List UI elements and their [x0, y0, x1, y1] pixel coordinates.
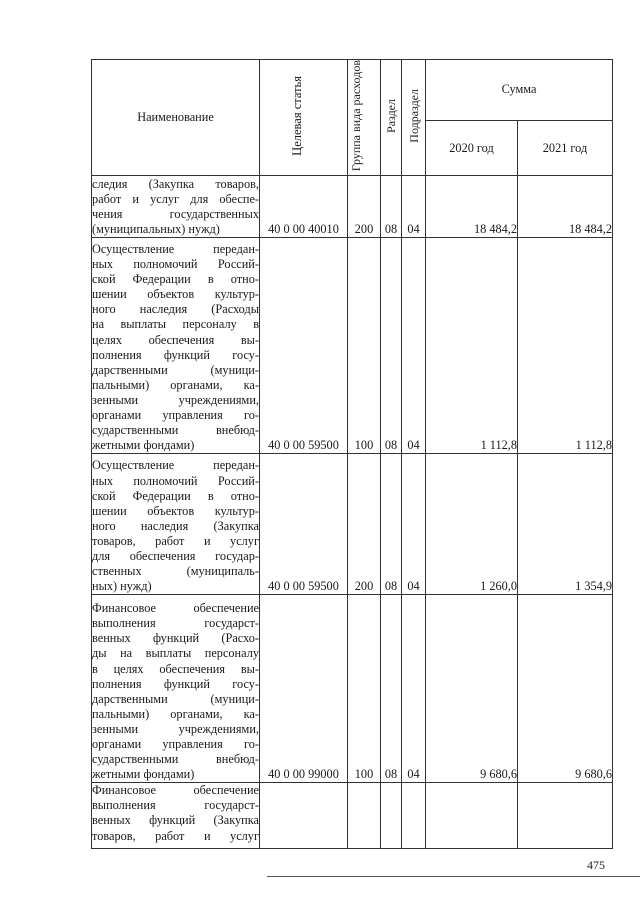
- row-section: 08: [381, 238, 402, 454]
- name-line: чения государственных: [92, 207, 259, 222]
- row-name: [92, 783, 260, 849]
- name-line: органами управления го-: [92, 737, 259, 751]
- table-row: [92, 238, 613, 454]
- row-sum-2021: [518, 783, 613, 849]
- name-line: (муниципальных) нужд): [92, 222, 220, 237]
- name-line: работ и услуг для обеспе-: [92, 192, 259, 206]
- row-expense-group: 200: [348, 176, 381, 238]
- row-section: 08: [381, 595, 402, 783]
- name-line: ской Федерации в отно-: [92, 272, 259, 287]
- row-target-article: 40 0 00 59500: [260, 454, 348, 595]
- name-line: ных полномочий Россий-: [92, 473, 259, 488]
- name-line: сударственными внебюд-: [92, 752, 259, 767]
- name-line: полнения функций госу-: [92, 676, 259, 691]
- name-line: выполнения государст-: [92, 616, 259, 631]
- row-name: [92, 595, 260, 783]
- name-line: ской Федерации в отно-: [92, 488, 259, 503]
- table-row: [92, 454, 613, 595]
- table-body: [92, 176, 613, 849]
- header-subsection-label: Подраздел: [406, 88, 421, 143]
- name-line: шении объектов культур-: [92, 287, 259, 302]
- row-sum-2020: 18 484,2: [426, 176, 518, 238]
- row-expense-group: 200: [348, 454, 381, 595]
- name-line: сударственными внебюд-: [92, 423, 259, 438]
- row-expense-group: [348, 783, 381, 849]
- row-sum-2021: 18 484,2: [518, 176, 613, 238]
- row-subsection: 04: [402, 238, 426, 454]
- row-name: [92, 454, 260, 595]
- row-sum-2021: 1 112,8: [518, 238, 613, 454]
- row-expense-group: 100: [348, 595, 381, 783]
- table-row: [92, 176, 613, 238]
- name-line: жетными фондами): [92, 767, 195, 782]
- row-sum-2021: 1 354,9: [518, 454, 613, 595]
- row-section: 08: [381, 176, 402, 238]
- name-line: ственных (муниципаль-: [92, 564, 259, 579]
- row-sum-2020: 1 260,0: [426, 454, 518, 595]
- name-line: Финансовое обеспечение: [92, 783, 259, 798]
- row-target-article: [260, 783, 348, 849]
- name-line: товаров, работ и услуг: [92, 533, 259, 548]
- name-line: зенными учреждениями,: [92, 392, 259, 407]
- name-line: ных) нужд): [92, 579, 152, 594]
- name-line: шении объектов культур-: [92, 503, 259, 518]
- name-line: пальными) органами, ка-: [92, 706, 259, 721]
- name-line: ного наследия (Закупка: [92, 518, 259, 533]
- name-line: Финансовое обеспечение: [92, 601, 259, 616]
- row-subsection: [402, 783, 426, 849]
- name-line: на выплаты персоналу в: [92, 317, 259, 332]
- row-target-article: 40 0 00 59500: [260, 238, 348, 454]
- header-target-article-label: Целевая статья: [289, 75, 304, 156]
- name-line: ных полномочий Россий-: [92, 257, 259, 272]
- row-sum-2020: [426, 783, 518, 849]
- name-line: пальными) органами, ка-: [92, 377, 259, 392]
- table-row: [92, 595, 613, 783]
- row-name: [92, 176, 260, 238]
- header-section-label: Раздел: [384, 98, 398, 133]
- name-line: Осуществление передан-: [92, 458, 259, 473]
- name-line: полнения функций госу-: [92, 347, 259, 362]
- header-year-2021: 2021 год: [518, 121, 613, 176]
- name-line: органами управления го-: [92, 408, 259, 422]
- row-subsection: 04: [402, 595, 426, 783]
- name-line: жетными фондами): [92, 438, 195, 453]
- table-row: [92, 783, 613, 849]
- header-section: [381, 60, 402, 176]
- row-sum-2021: 9 680,6: [518, 595, 613, 783]
- name-line: зенными учреждениями,: [92, 721, 259, 736]
- footer-divider: [267, 876, 640, 877]
- budget-table: [91, 59, 613, 849]
- name-line: ды на выплаты персоналу: [92, 646, 259, 661]
- row-section: [381, 783, 402, 849]
- header-sum: Сумма: [426, 60, 613, 121]
- row-name: [92, 238, 260, 454]
- name-line: венных функций (Расхо-: [92, 631, 259, 646]
- row-subsection: 04: [402, 454, 426, 595]
- name-line: венных функций (Закупка: [92, 813, 259, 828]
- name-line: товаров, работ и услуг: [92, 828, 259, 843]
- row-sum-2020: 9 680,6: [426, 595, 518, 783]
- name-line: в целях обеспечения вы-: [92, 661, 259, 676]
- header-expense-group-label: Группа вида расходов: [349, 60, 363, 172]
- row-target-article: 40 0 00 99000: [260, 595, 348, 783]
- row-expense-group: 100: [348, 238, 381, 454]
- row-sum-2020: 1 112,8: [426, 238, 518, 454]
- row-section: 08: [381, 454, 402, 595]
- header-expense-group: [348, 60, 381, 176]
- row-target-article: 40 0 00 40010: [260, 176, 348, 238]
- name-line: следия (Закупка товаров,: [92, 176, 259, 191]
- header-year-2020: 2020 год: [426, 121, 518, 176]
- header-subsection: [402, 60, 426, 176]
- name-line: дарственными (муници-: [92, 362, 259, 377]
- row-subsection: 04: [402, 176, 426, 238]
- name-line: ного наследия (Расходы: [92, 302, 259, 317]
- header-name: Наименование: [92, 60, 260, 176]
- header-target-article: [260, 60, 348, 176]
- name-line: для обеспечения государ-: [92, 549, 259, 563]
- name-line: дарственными (муници-: [92, 691, 259, 706]
- name-line: выполнения государст-: [92, 798, 259, 813]
- name-line: Осуществление передан-: [92, 241, 259, 256]
- table-header: [92, 60, 613, 176]
- name-line: целях обеспечения вы-: [92, 332, 259, 347]
- page-number: 475: [587, 858, 605, 872]
